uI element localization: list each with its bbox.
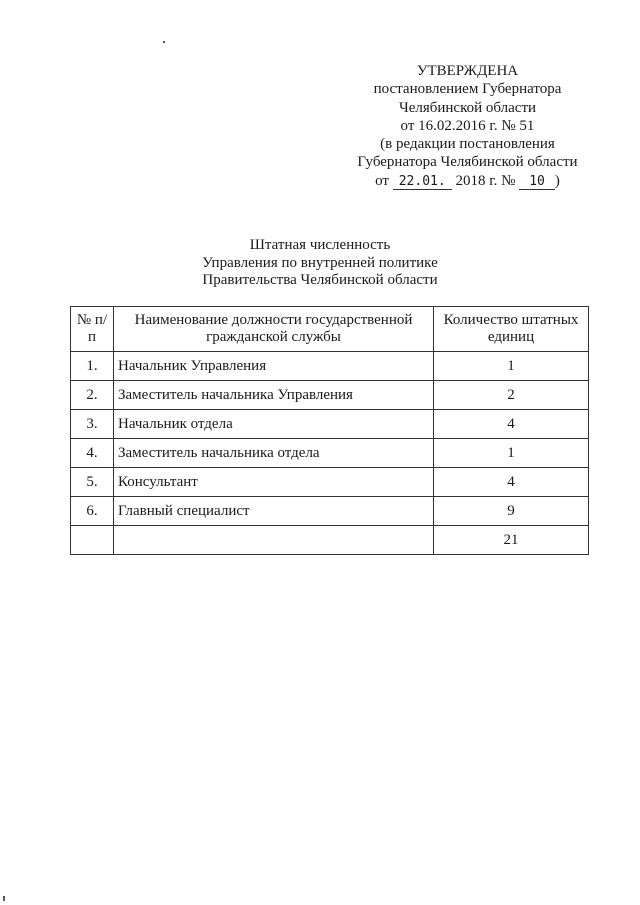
total-num	[71, 526, 114, 555]
row-position: Консультант	[114, 468, 434, 497]
title-line: Правительства Челябинской области	[202, 272, 438, 288]
staffing-table	[70, 306, 589, 555]
total-quantity: 21	[434, 526, 589, 555]
row-position: Заместитель начальника отдела	[114, 439, 434, 468]
approval-heading: УТВЕРЖДЕНА	[416, 63, 519, 79]
approval-line: Губернатора Челябинской области	[357, 154, 578, 171]
table-row	[71, 352, 589, 381]
total-label	[114, 526, 434, 555]
row-position: Начальник отдела	[114, 410, 434, 439]
amendment-date: 22.01.	[393, 174, 452, 190]
row-num: 1.	[71, 352, 114, 381]
table-row	[71, 439, 589, 468]
title-line: Штатная численность	[249, 237, 391, 253]
header-quantity: Количество штатных единиц	[434, 307, 589, 352]
row-position: Начальник Управления	[114, 352, 434, 381]
approval-line: Челябинской области	[398, 99, 537, 116]
title-line: Управления по внутренней политике	[202, 254, 438, 271]
amendment-number: 10	[519, 174, 555, 190]
row-position: Заместитель начальника Управления	[114, 381, 434, 410]
row-quantity: 9	[434, 497, 589, 526]
table-row	[71, 381, 589, 410]
row-num: 6.	[71, 497, 114, 526]
table-row	[71, 497, 589, 526]
table-row	[71, 468, 589, 497]
row-num: 3.	[71, 410, 114, 439]
approval-line: от 16.02.2016 г. № 51	[400, 117, 535, 134]
table-header-row	[71, 307, 589, 352]
table-total-row	[71, 526, 589, 555]
row-num: 2.	[71, 381, 114, 410]
row-quantity: 4	[434, 410, 589, 439]
amendment-close: )	[554, 172, 560, 189]
approval-line: постановлением Губернатора	[373, 81, 562, 98]
amendment-year: 2018 г. №	[455, 172, 516, 189]
document-title	[0, 237, 640, 290]
row-quantity: 4	[434, 468, 589, 497]
row-num: 4.	[71, 439, 114, 468]
amendment-line	[340, 172, 595, 190]
table-row	[71, 410, 589, 439]
row-num: 5.	[71, 468, 114, 497]
amendment-prefix: от	[375, 172, 389, 189]
row-quantity: 1	[434, 439, 589, 468]
approval-stamp	[340, 62, 595, 190]
scan-speck	[3, 896, 5, 901]
row-quantity: 1	[434, 352, 589, 381]
row-position: Главный специалист	[114, 497, 434, 526]
approval-line: (в редакции постановления	[380, 136, 555, 153]
scan-speck	[163, 41, 165, 43]
row-quantity: 2	[434, 381, 589, 410]
header-num: № п/п	[71, 307, 114, 352]
header-position: Наименование должности государственной гражданской службы	[114, 307, 434, 352]
